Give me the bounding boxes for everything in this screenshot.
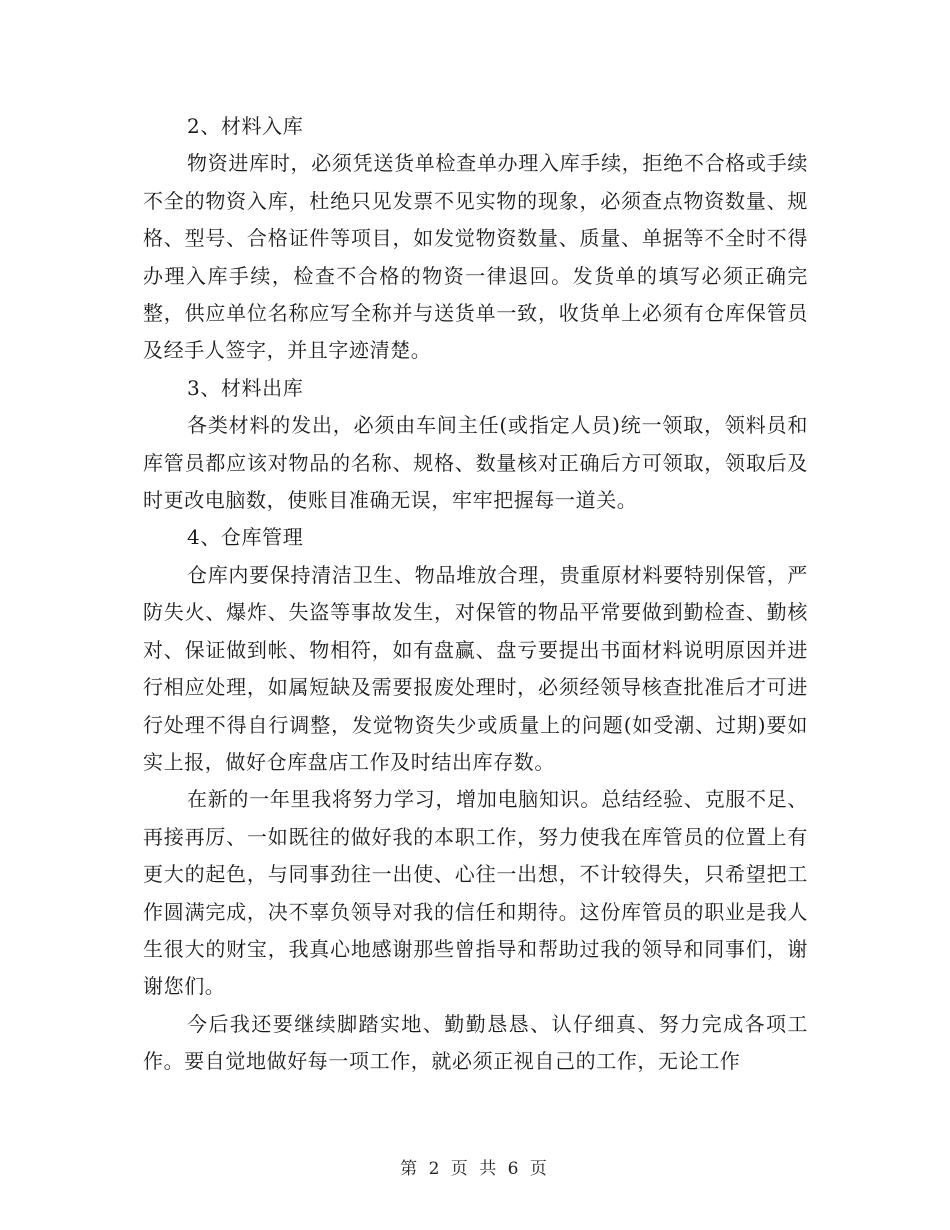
paragraph-warehouse-management: 仓库内要保持清洁卫生、物品堆放合理，贵重原材料要特别保管，严防失火、爆炸、失盗等事故发生，对保管的物品平常要做到勤检查、勤核对、保证做到帐、物相符，如有盘赢、盘亏要提出书面材料说明原因并进行相应处理，如属短缺及需要报废处理时，必须经领导核查批准后才可进行处理不得自行调整，发觉物资失少或质量上的问题(如受潮、过期)要如实上报，做好仓库盘店工作及时结出库存数。	[143, 562, 808, 774]
paragraph-material-outbound: 各类材料的发出，必须由车间主任(或指定人员)统一领取，领料员和库管员都应该对物品的名称、规格、数量核对正确后方可领取，领取后及时更改电脑数，使账目准确无误，牢牢把握每一道关。	[143, 413, 808, 513]
section-heading-warehouse-management: 4、仓库管理	[187, 525, 304, 550]
section-heading-material-inbound: 2、材料入库	[187, 114, 304, 138]
paragraph-material-inbound: 物资进库时，必须凭送货单检查单办理入库手续，拒绝不合格或手续不全的物资入库，杜绝只见发票不见实物的现象，必须查点物资数量、规格、型号、合格证件等项目，如发觉物资数量、质量、单据等不全时不得办理入库手续，检查不合格的物资一律退回。发货单的填写必须正确完整，供应单位名称应写全称并与送货单一致，收货单上必须有仓库保管员及经手人签字，并且字迹清楚。	[143, 151, 808, 363]
paragraph-new-year-plan: 在新的一年里我将努力学习，增加电脑知识。总结经验、克服不足、再接再厉、一如既往的做好我的本职工作，努力使我在库管员的位置上有更大的起色，与同事劲往一出使、心往一出想，不计较得失，只希望把工作圆满完成，决不辜负领导对我的信任和期待。这份库管员的职业是我人生很大的财宝，我真心地感谢那些曾指导和帮助过我的领导和同事们，谢谢您们。	[143, 787, 808, 999]
section-heading-material-outbound: 3、材料出库	[187, 375, 304, 400]
document-body	[143, 108, 808, 1081]
page-number-footer: 第 2 页 共 6 页	[400, 1159, 550, 1179]
paragraph-future-work: 今后我还要继续脚踏实地、勤勤恳恳、认仔细真、努力完成各项工作。要自觉地做好每一项工作，就必须正视自己的工作，无论工作	[143, 1011, 808, 1074]
